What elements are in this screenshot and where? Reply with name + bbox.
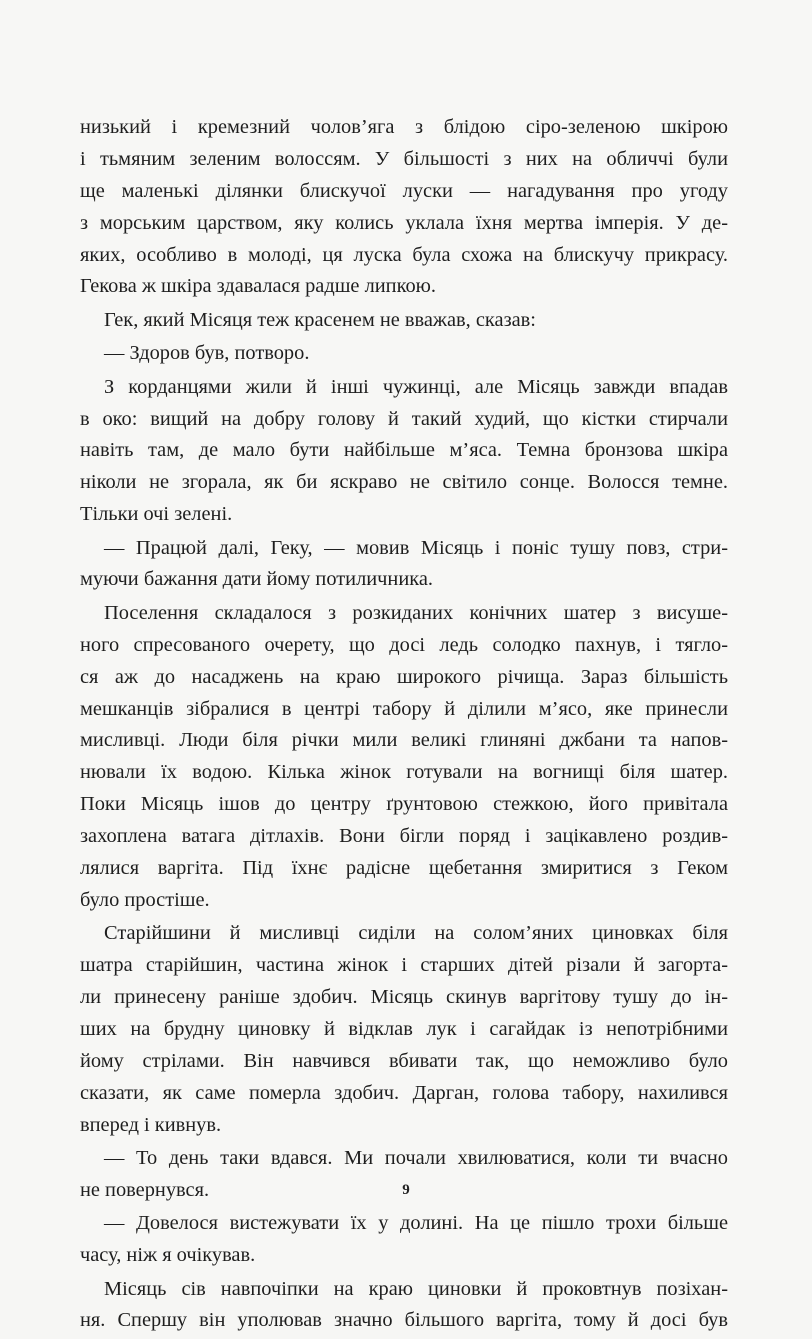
text-line: — Працюй далі, Геку, — мовив Місяць і поніс тушу повз, стри- <box>104 536 728 559</box>
paragraph <box>80 918 728 1141</box>
text-line: муючи бажання дати йому потиличника. <box>80 568 433 591</box>
text-line: сказати, як саме померла здобич. Дарган, голова табору, нахилився <box>80 1081 728 1104</box>
text-line: яких, особливо в молоді, ця луска була схожа на блискучу прикрасу. <box>80 243 728 266</box>
text-line: було простіше. <box>80 888 210 911</box>
paragraph <box>80 372 728 531</box>
text-line: ших на брудну циновку й відклав лук і сагайдак із непотрібними <box>80 1017 728 1040</box>
text-line: навіть там, де мало бути найбільше м’яса. Темна бронзова шкіра <box>80 439 728 462</box>
text-line: ня. Спершу він уполював значно більшого варгіта, тому й досі був <box>80 1309 728 1332</box>
text-line: ніколи не згорала, як би яскраво не світило сонце. Волосся темне. <box>80 471 728 494</box>
text-line: ся аж до насаджень на краю широкого річища. Зараз більшість <box>80 665 728 688</box>
text-line: в око: вищий на добру голову й такий худий, що кістки стирчали <box>80 407 728 430</box>
text-line: ще маленькі ділянки блискучої луски — нагадування про угоду <box>80 179 728 202</box>
text-line: часу, ніж я очікував. <box>80 1244 256 1267</box>
text-line: Гек, який Місяця теж красенем не вважав, сказав: <box>104 308 536 331</box>
text-line: і тьмяним зеленим волоссям. У більшості з них на обличчі були <box>80 147 728 170</box>
text-line: не повернувся. <box>80 1178 210 1201</box>
text-line: Тільки очі зелені. <box>80 503 233 526</box>
paragraph <box>80 598 728 917</box>
text-line: ного спресованого очерету, що досі ледь солодко пахнув, і тягло- <box>80 633 728 656</box>
text-line: Старійшини й мисливці сиділи на солом’яних циновках біля <box>104 922 728 945</box>
text-line: мисливці. Люди біля річки мили великі глиняні джбани та напов- <box>80 729 728 752</box>
paragraph <box>80 1274 728 1338</box>
text-line: мешканців зібралися в центрі табору й ділили м’ясо, яке принесли <box>80 697 728 720</box>
text-line: Гекова ж шкіра здавалася радше липкою. <box>80 275 436 298</box>
paragraph <box>80 338 728 370</box>
text-line: нювали їх водою. Кілька жінок готували на вогнищі біля шатер. <box>80 761 728 784</box>
text-line: — Довелося вистежувати їх у долині. На це пішло трохи більше <box>104 1212 728 1235</box>
text-line: лялися варгіта. Під їхнє радісне щебетання змиритися з Геком <box>80 856 728 879</box>
page-number: 9 <box>402 1182 410 1198</box>
text-line: з морським царством, яку колись уклала їхня мертва імперія. У де- <box>80 211 728 234</box>
text-line: З корданцями жили й інші чужинці, але Місяць завжди впадав <box>104 375 728 398</box>
text-line: Місяць сів навпочіпки на краю циновки й проковтнув позіхан- <box>104 1277 728 1300</box>
text-line: низький і кремезний чолов’яга з блідою сіро-зеленою шкірою <box>80 116 728 138</box>
text-line: захоплена ватага дітлахів. Вони бігли поряд і зацікавлено роздив- <box>80 825 728 848</box>
body-text <box>80 112 728 1339</box>
text-line: шатра старійшин, частина жінок і старших дітей різали й загорта- <box>80 954 728 977</box>
text-line: йому стрілами. Він навчився вбивати так, що неможливо було <box>80 1049 728 1072</box>
paragraph <box>80 533 728 597</box>
text-line: — То день таки вдався. Ми почали хвилюватися, коли ти вчасно <box>104 1147 728 1169</box>
text-line: — Здоров був, потворо. <box>104 342 310 365</box>
paragraph <box>80 1208 728 1272</box>
text-line: Поселення складалося з розкиданих конічних шатер з висуше- <box>104 601 728 624</box>
text-line: вперед і кивнув. <box>80 1113 222 1136</box>
text-line: ли принесену раніше здобич. Місяць скинув варгітову тушу до ін- <box>80 986 728 1009</box>
paragraph <box>80 305 728 337</box>
text-line: Поки Місяць ішов до центру ґрунтовою стежкою, його привітала <box>80 793 728 816</box>
paragraph <box>80 112 728 303</box>
